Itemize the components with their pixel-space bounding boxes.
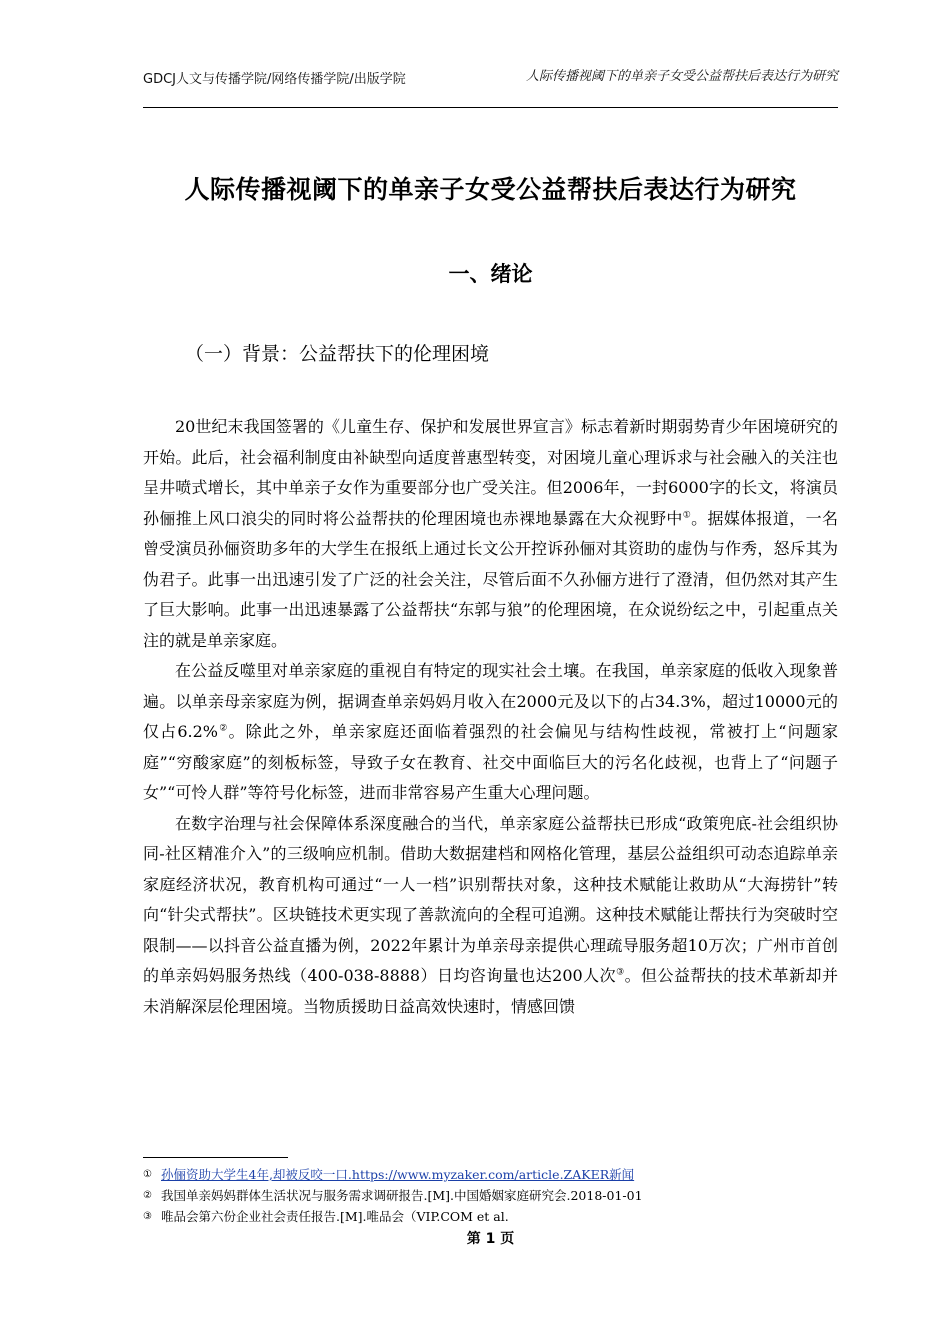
running-header-left: GDCJ人文与传播学院/网络传播学院/出版学院 xyxy=(143,72,406,87)
footnote-ref-3[interactable]: ③ xyxy=(616,967,625,978)
footnote-1-link[interactable]: 孙俪资助大学生4年,却被反咬一口.https://www.myzaker.com/article.ZAKER新闻 xyxy=(161,1167,635,1182)
footnote-2-text: 我国单亲妈妈群体生活状况与服务需求调研报告.[M].中国婚姻家庭研究会.2018-01-01 xyxy=(161,1188,643,1203)
paragraph-3 xyxy=(143,809,838,1023)
page-number: 第 1 页 xyxy=(466,1231,515,1247)
paper-title: 人际传播视阈下的单亲子女受公益帮扶后表达行为研究 xyxy=(184,175,797,204)
paragraph-2-text-b: 。除此之外，单亲家庭还面临着强烈的社会偏见与结构性歧视，常被打上“问题家庭”“穷酸家庭”的刻板标签，导致子女在教育、社交中面临巨大的污名化歧视，也背上了“问题子女”“可怜人群”等符号化标签，进而非常容易产生重大心理问题。 xyxy=(143,722,838,802)
section-heading: 一、绪论 xyxy=(448,262,533,286)
subsection-heading: （一）背景：公益帮扶下的伦理困境 xyxy=(185,343,490,365)
footnote-1-mark: ① xyxy=(143,1169,152,1180)
footnote-3 xyxy=(143,1206,843,1227)
footnote-ref-2[interactable]: ② xyxy=(218,723,229,734)
footnote-1 xyxy=(143,1164,843,1185)
footnote-divider xyxy=(143,1157,288,1158)
paragraph-2 xyxy=(143,656,838,809)
footnotes xyxy=(143,1164,843,1227)
footnote-2 xyxy=(143,1185,843,1206)
paragraph-1-text-a: 20世纪末我国签署的《儿童生存、保护和发展世界宣言》标志着新时期弱势青少年困境研究的开始。此后，社会福利制度由补缺型向适度普惠型转变，对困境儿童心理诉求与社会融入的关注也呈井喷式增长，其中单亲子女作为重要部分也广受关注。但2006年，一封6000字的长文，将演员孙俪推上风口浪尖的同时将公益帮扶的伦理困境也赤裸地暴露在大众视野中 xyxy=(143,417,838,528)
paragraph-1-text-b: 。据媒体报道，一名曾受演员孙俪资助多年的大学生在报纸上通过长文公开控诉孙俪对其资助的虚伪与作秀，怒斥其为伪君子。此事一出迅速引发了广泛的社会关注，尽管后面不久孙俪方进行了澄清，但仍然对其产生了巨大影响。此事一出迅速暴露了公益帮扶“东郭与狼”的伦理困境，在众说纷纭之中，引起重点关注的就是单亲家庭。 xyxy=(143,508,838,650)
paragraph-1 xyxy=(143,412,838,656)
paragraph-3-text-b: 。但公益帮扶的技术革新却并未消解深层伦理困境。当物质援助日益高效快速时，情感回馈 xyxy=(143,966,838,1016)
footnote-ref-1[interactable]: ① xyxy=(682,510,692,521)
running-header-right: 人际传播视阈下的单亲子女受公益帮扶后表达行为研究 xyxy=(525,69,838,84)
paragraph-2-text-a: 在公益反噬里对单亲家庭的重视自有特定的现实社会土壤。在我国，单亲家庭的低收入现象普遍。以单亲母亲家庭为例，据调查单亲妈妈月收入在2000元及以下的占34.3%，超过10000元的仅占6.2% xyxy=(143,661,838,741)
footnote-3-text: 唯品会第六份企业社会责任报告.[M].唯品会（VIP.COM et al. xyxy=(161,1209,509,1224)
paragraph-3-text-a: 在数字治理与社会保障体系深度融合的当代，单亲家庭公益帮扶已形成“政策兜底-社会组织协同-社区精准介入”的三级响应机制。借助大数据建档和网格化管理，基层公益组织可动态追踪单亲家庭经济状况，教育机构可通过“一人一档”识别帮扶对象，这种技术赋能让救助从“大海捞针”转向“针尖式帮扶”。区块链技术更实现了善款流向的全程可追溯。这种技术赋能让帮扶行为突破时空限制——以抖音公益直播为例，2022年累计为单亲母亲提供心理疏导服务超10万次；广州市首创的单亲妈妈服务热线（400-038-8888）日均咨询量也达200人次 xyxy=(143,813,838,985)
footnote-3-mark: ③ xyxy=(143,1211,152,1222)
header-divider xyxy=(143,107,838,108)
footnote-2-mark: ② xyxy=(143,1190,152,1201)
body-text xyxy=(143,412,838,1022)
